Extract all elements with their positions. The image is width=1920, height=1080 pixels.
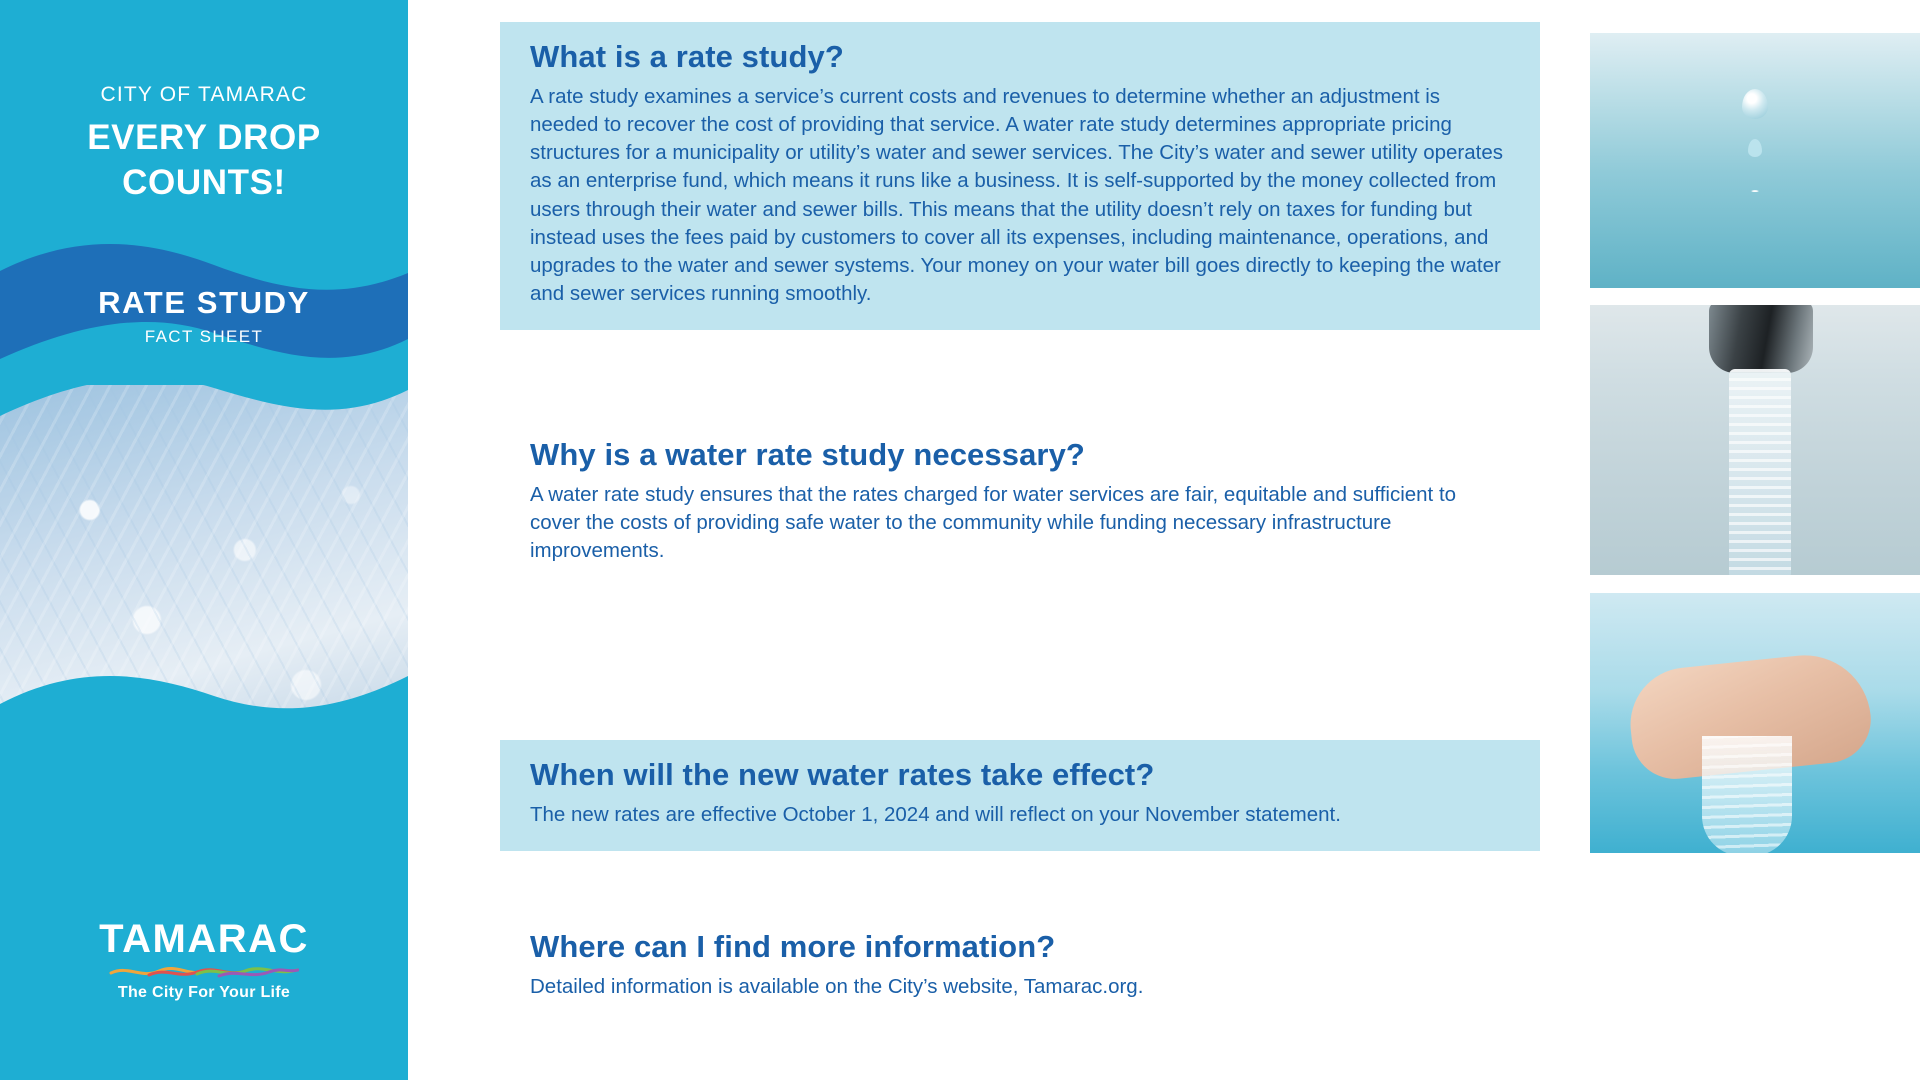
hands-cupping-water-photo	[1590, 593, 1920, 853]
running-faucet-photo	[1590, 305, 1920, 575]
logo-tagline: The City For Your Life	[117, 984, 291, 1001]
campaign-title-line1: EVERY DROP	[87, 118, 321, 157]
faq-question: What is a rate study?	[530, 39, 844, 74]
tamarac-logo	[0, 919, 408, 1002]
document-title: RATE STUDY	[98, 285, 310, 320]
city-name: CITY OF TAMARAC	[100, 83, 308, 106]
main-content	[500, 0, 1540, 1080]
campaign-title-line2: COUNTS!	[122, 162, 286, 202]
photo-bottom-wave-mask	[0, 600, 408, 900]
logo-wordmark: TAMARAC	[99, 917, 309, 961]
sidebar-header	[0, 0, 408, 250]
faq-answer: The new rates are effective October 1, 2024 and will reflect on your November statement.	[530, 803, 1341, 827]
faq-question: Where can I find more information?	[530, 929, 1056, 964]
photo-top-wave-mask	[0, 368, 408, 438]
faq-question: When will the new water rates take effect?	[530, 757, 1155, 792]
photo-column	[1590, 0, 1920, 1080]
water-droplet-ripple-photo	[1590, 33, 1920, 288]
faq-answer: A water rate study ensures that the rates charged for water services are fair, equitable and sufficient to cover the costs of providing safe water to the community while funding necessary infrastructure improvements.	[530, 483, 1457, 563]
faq-block-why-necessary	[500, 420, 1540, 587]
logo-squiggle-icon	[109, 963, 299, 979]
document-subtitle: FACT SHEET	[144, 327, 264, 346]
faq-answer: A rate study examines a service’s current costs and revenues to determine whether an adjustment is needed to recover the cost of providing that service. A water rate study determines appropriate pricing structures for a municipality or utility’s water and sewer services. The City’s water and sewer utility operates as an enterprise fund, which means it runs like a business. It is self-supported by the money collected from users through their water and sewer bills. This means that the utility doesn’t rely on taxes for funding but instead uses the fees paid by customers to cover all its expenses, including maintenance, operations, and upgrades to the water and sewer systems. Your money on your water bill goes directly to keeping the water and sewer services running smoothly.	[530, 85, 1503, 305]
faq-block-when-take-effect	[500, 740, 1540, 851]
faq-answer: Detailed information is available on the City’s website, Tamarac.org.	[530, 975, 1144, 999]
document-title-block	[0, 285, 408, 347]
sidebar	[0, 0, 408, 1080]
faq-block-what-is-a-rate-study	[500, 22, 1540, 330]
faq-block-more-information	[500, 912, 1540, 1023]
faq-question: Why is a water rate study necessary?	[530, 437, 1085, 472]
campaign-title	[0, 116, 408, 206]
